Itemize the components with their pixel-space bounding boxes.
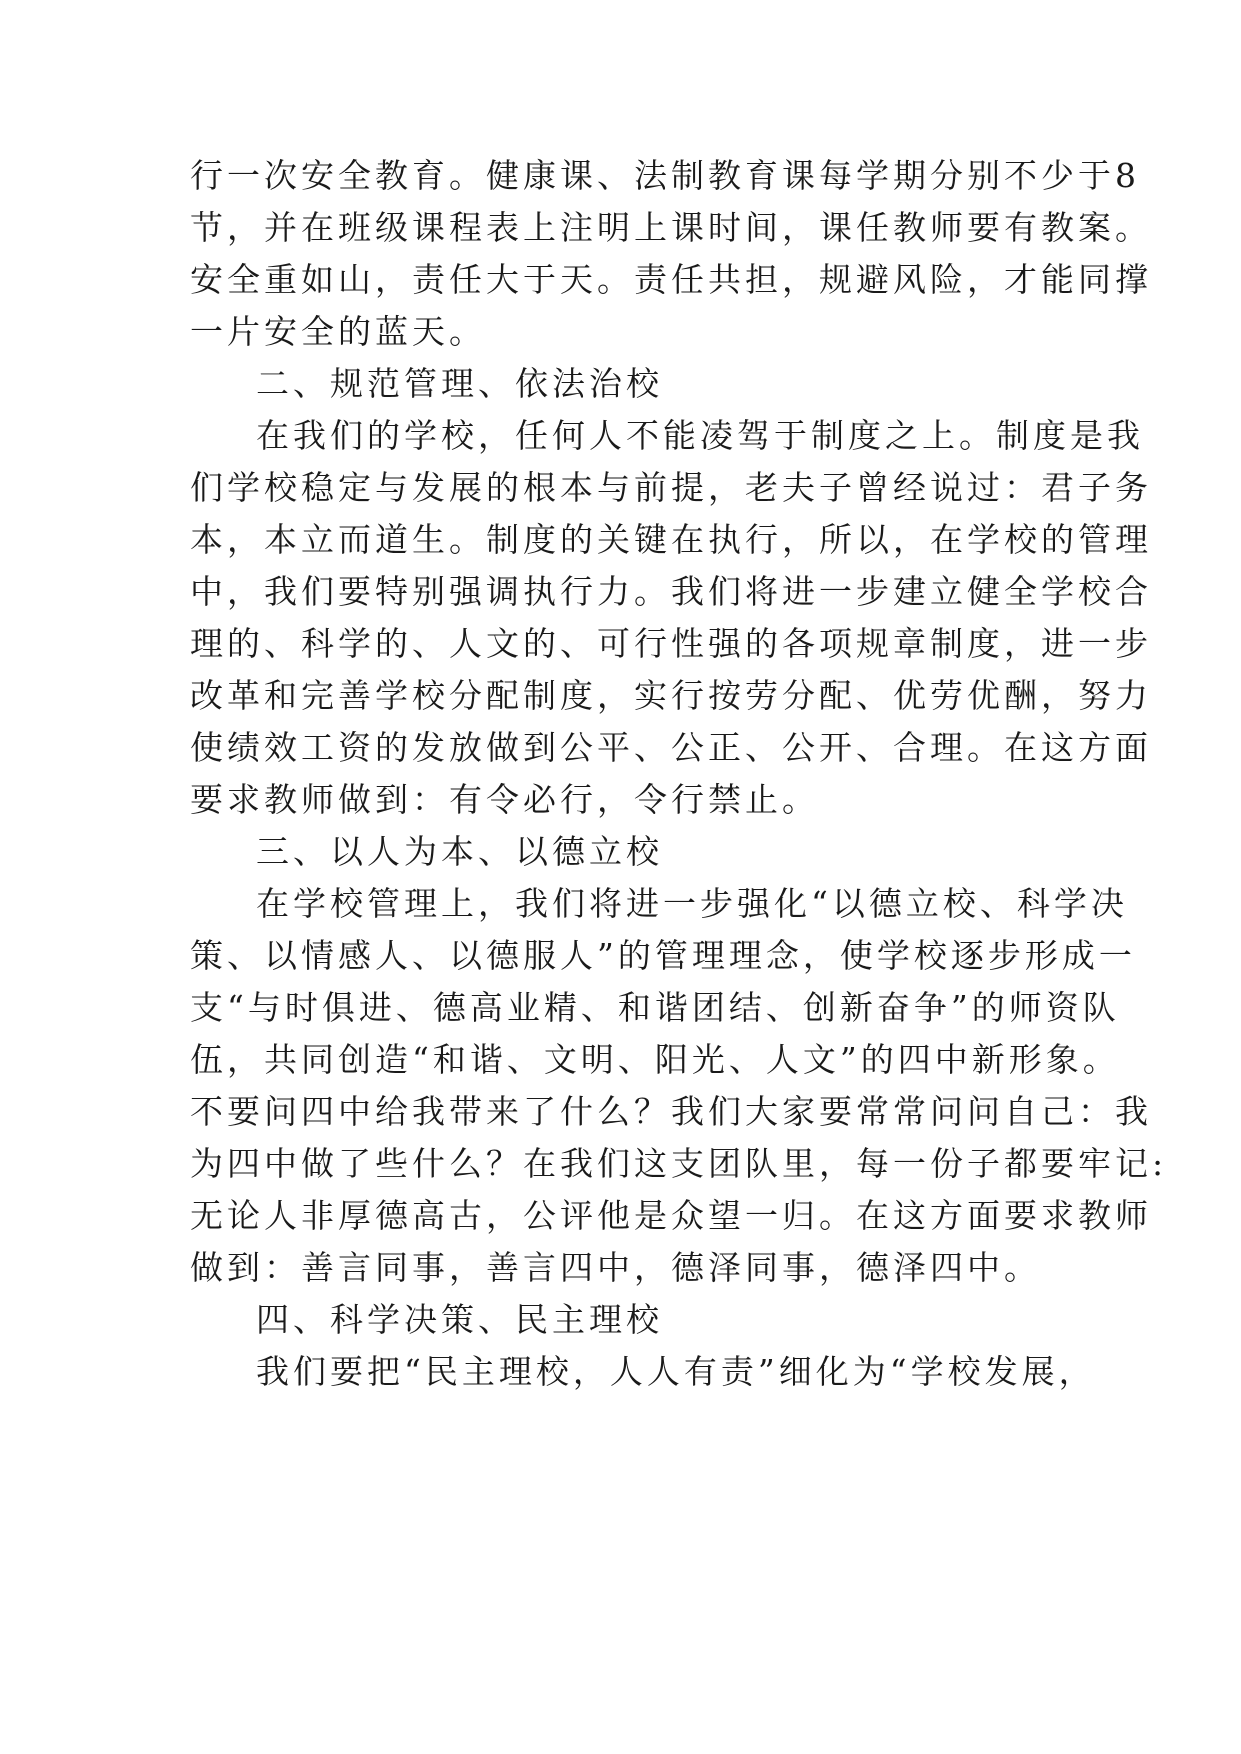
- text-line: 理的、科学的、人文的、可行性强的各项规章制度，进一步: [190, 624, 1152, 663]
- text-line: 伍，共同创造“和谐、文明、阳光、人文”的四中新形象。: [190, 1040, 1120, 1079]
- text-line: 安全重如山，责任大于天。责任共担，规避风险，才能同撑: [190, 260, 1152, 299]
- text-line: 支“与时俱进、德高业精、和谐团结、创新奋争”的师资队: [190, 988, 1120, 1027]
- text-line: 本，本立而道生。制度的关键在执行，所以，在学校的管理: [190, 520, 1152, 559]
- text-line: 在我们的学校，任何人不能凌驾于制度之上。制度是我: [256, 416, 1144, 455]
- section-heading: 二、规范管理、依法治校: [256, 364, 663, 403]
- text-line: 无论人非厚德高古，公评他是众望一归。在这方面要求教师: [190, 1196, 1152, 1235]
- text-line: 要求教师做到：有令必行，令行禁止。: [190, 780, 819, 819]
- text-line: 行一次安全教育。健康课、法制教育课每学期分别不少于8: [190, 156, 1140, 195]
- text-line: 使绩效工资的发放做到公平、公正、公开、合理。在这方面: [190, 728, 1152, 767]
- section-heading: 四、科学决策、民主理校: [256, 1300, 663, 1339]
- text-line: 一片安全的蓝天。: [190, 312, 486, 351]
- text-line: 不要问四中给我带来了什么？我们大家要常常问问自己：我: [190, 1092, 1152, 1131]
- text-line: 们学校稳定与发展的根本与前提，老夫子曾经说过：君子务: [190, 468, 1152, 507]
- text-line: 改革和完善学校分配制度，实行按劳分配、优劳优酬，努力: [190, 676, 1152, 715]
- text-line: 为四中做了些什么？在我们这支团队里，每一份子都要牢记:: [190, 1144, 1168, 1183]
- text-line: 做到：善言同事，善言四中，德泽同事，德泽四中。: [190, 1248, 1041, 1287]
- text-line: 我们要把“民主理校，人人有责”细化为“学校发展，: [256, 1352, 1096, 1391]
- text-line: 节，并在班级课程表上注明上课时间，课任教师要有教案。: [190, 208, 1152, 247]
- text-line: 策、以情感人、以德服人”的管理理念，使学校逐步形成一: [190, 936, 1136, 975]
- text-line: 在学校管理上，我们将进一步强化“以德立校、科学决: [256, 884, 1128, 923]
- section-heading: 三、以人为本、以德立校: [256, 832, 663, 871]
- text-line: 中，我们要特别强调执行力。我们将进一步建立健全学校合: [190, 572, 1152, 611]
